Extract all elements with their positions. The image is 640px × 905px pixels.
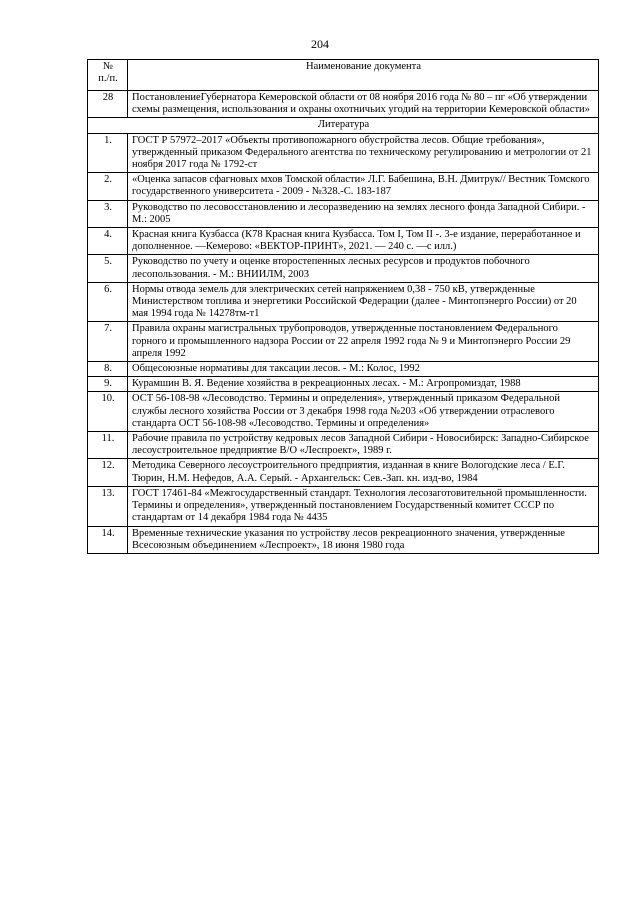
document-title: Общесоюзные нормативы для таксации лесов. - М.: Колос, 1992 xyxy=(128,362,599,377)
literature-row xyxy=(88,322,599,362)
document-title: Временные технические указания по устройству лесов рекреационного значения, утвержденные Всесоюзным объединением «Леспроект», 18 июня 1980 года xyxy=(128,526,599,553)
literature-row xyxy=(88,392,599,432)
literature-row xyxy=(88,133,599,173)
row-number: 10. xyxy=(88,392,128,432)
document-title: Красная книга Кузбасса (К78 Красная книга Кузбасса. Том I, Том II -. 3-е издание, переработанное и дополненное. —Кемерово: «ВЕКТОР-ПРИНТ», 2021. — 240 с. —с илл.) xyxy=(128,228,599,255)
row-number: 4. xyxy=(88,228,128,255)
document-title: ГОСТ 17461-84 «Межгосударственный стандарт. Технология лесозаготовительной промышленности. Термины и определения», утвержденный постановлением Государственный комитет СССР по стандартам от 14 декабря 1984 года № 4435 xyxy=(128,486,599,526)
document-title: Рабочие правила по устройству кедровых лесов Западной Сибири - Новосибирск: Западно-Сибирское лесоустроительное предприятие В/О «Леспроект», 1989 г. xyxy=(128,432,599,459)
literature-row xyxy=(88,432,599,459)
row-number: 28 xyxy=(88,91,128,118)
document-title: Правила охраны магистральных трубопроводов, утвержденные постановлением Федерального горного и промышленного надзора России от 22 апреля 1992 года № 9 и Минтопэнерго России 29 апреля 1992 xyxy=(128,322,599,362)
table-header-row xyxy=(88,60,599,91)
column-header-number xyxy=(88,60,128,91)
documents-table xyxy=(87,59,599,554)
document-title: Руководство по учету и оценке второстепенных лесных ресурсов и продуктов побочного лесопользования. - М.: ВНИИЛМ, 2003 xyxy=(128,255,599,282)
literature-row xyxy=(88,200,599,227)
literature-row xyxy=(88,173,599,200)
literature-row xyxy=(88,228,599,255)
row-number: 9. xyxy=(88,377,128,392)
table-body xyxy=(88,91,599,554)
table-row xyxy=(88,91,599,118)
column-header-document-name: Наименование документа xyxy=(128,60,599,91)
literature-row xyxy=(88,377,599,392)
row-number: 8. xyxy=(88,362,128,377)
literature-row xyxy=(88,459,599,486)
document-title: Руководство по лесовосстановлению и лесоразведению на землях лесного фонда Западной Сибири. - М.: 2005 xyxy=(128,200,599,227)
literature-row xyxy=(88,282,599,322)
document-title: Нормы отвода земель для электрических сетей напряжением 0,38 - 750 кВ, утвержденные Министерством топлива и энергетики Российской Федерации (далее - Минтопэнерго России) от 20 мая 1994 года № 14278тм-т1 xyxy=(128,282,599,322)
column-header-number-label: № п./п. xyxy=(98,61,118,85)
page-number: 204 xyxy=(311,37,329,51)
row-number: 7. xyxy=(88,322,128,362)
document-title: Курамшин В. Я. Ведение хозяйства в рекреационных лесах. - М.: Агропромиздат, 1988 xyxy=(128,377,599,392)
row-number: 13. xyxy=(88,486,128,526)
literature-row xyxy=(88,255,599,282)
row-number: 3. xyxy=(88,200,128,227)
literature-row xyxy=(88,526,599,553)
document-title: ГОСТ Р 57972–2017 «Объекты противопожарного обустройства лесов. Общие требования», утвержденный приказом Федерального агентства по техническому регулированию и метрологии от 21 ноября 2017 года № 1792-ст xyxy=(128,133,599,173)
literature-row xyxy=(88,486,599,526)
row-number: 2. xyxy=(88,173,128,200)
section-header-row xyxy=(88,118,599,133)
row-number: 11. xyxy=(88,432,128,459)
row-number: 1. xyxy=(88,133,128,173)
row-number: 6. xyxy=(88,282,128,322)
row-number: 5. xyxy=(88,255,128,282)
document-title: ОСТ 56-108-98 «Лесоводство. Термины и определения», утвержденный приказом Федеральной службы лесного хозяйства России от 3 декабря 1998 года №203 «Об утверждении отраслевого стандарта ОСТ 56-108-98 «Лесоводство. Термины и определения» xyxy=(128,392,599,432)
document-title: «Оценка запасов сфагновых мхов Томской области» Л.Г. Бабешина, В.Н. Дмитрук// Вестник Томского государственного университета - 2009 - №328.-С. 183-187 xyxy=(128,173,599,200)
section-title-literature: Литература xyxy=(88,118,599,133)
literature-row xyxy=(88,362,599,377)
row-number: 12. xyxy=(88,459,128,486)
document-title: ПостановлениеГубернатора Кемеровской области от 08 ноября 2016 года № 80 – пг «Об утверждении схемы размещения, использования и охраны охотничьих угодий на территории Кемеровской области» xyxy=(128,91,599,118)
document-title: Методика Северного лесоустроительного предприятия, изданная в книге Вологодские леса / Е.Г. Тюрин, Н.М. Нефедов, А.А. Серый. - Архангельск: Сев.-Зап. кн. изд-во, 1984 xyxy=(128,459,599,486)
row-number: 14. xyxy=(88,526,128,553)
